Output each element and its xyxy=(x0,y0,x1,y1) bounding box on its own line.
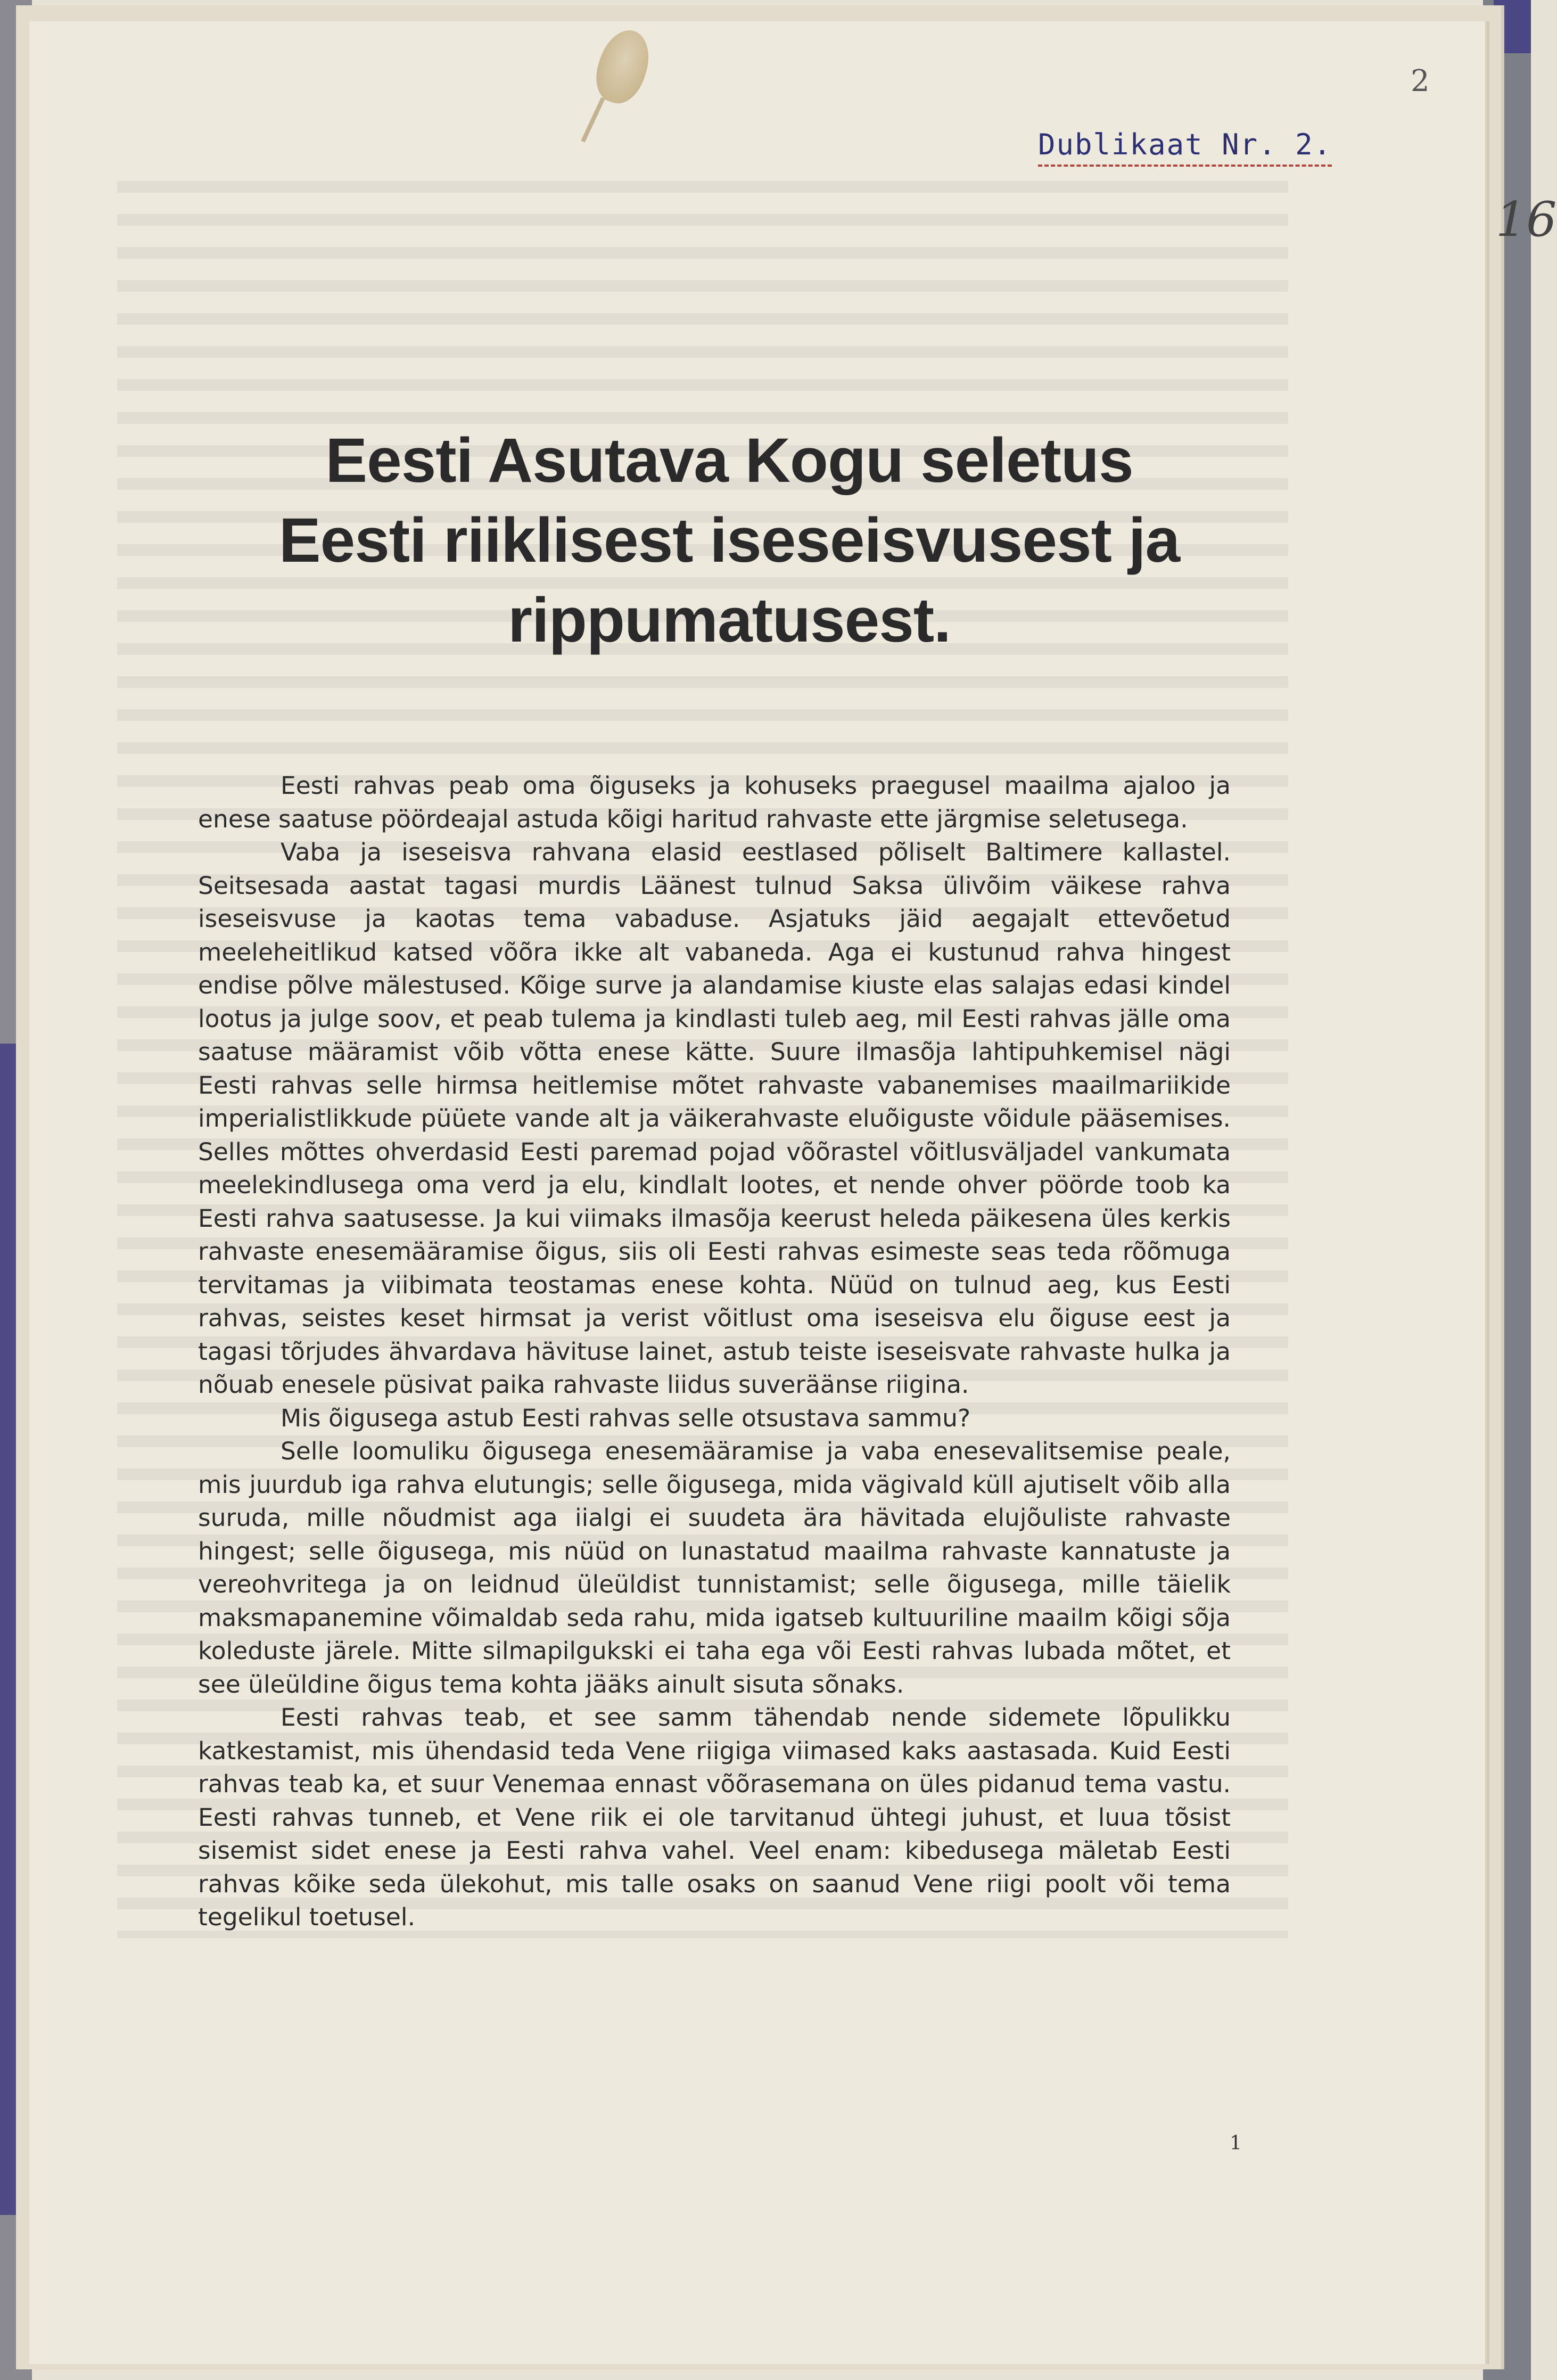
paragraph: Mis õigusega astub Eesti rahvas selle otsustava sammu? xyxy=(281,1404,971,1432)
footer-mark: 1 xyxy=(1230,2132,1242,2154)
title-line: Eesti riiklisest iseseisvusest ja xyxy=(278,505,1180,576)
document-body xyxy=(198,769,1231,1934)
paragraph: Eesti rahvas teab, et see samm tähendab nende sidemete lõpulikku katkestamist, mis ühendasid teda Vene riigiga viimased kaks aastasada. Kuid Eesti rahvas teab ka, et suur Venemaa ennast võõrasemana on üles pidanud tema vastu. Eesti rahvas tunneb, et Vene riik ei ole tarvitanud ühtegi juhust, et luua tõsist sisemist sidet enese ja Eesti rahva vahel. Veel enam: kibedusega mäletab Eesti rahvas kõike seda ülekohut, mis talle osaks on saanud Vene riigi poolt või tema tegelikul toetusel. xyxy=(198,1703,1231,1931)
paragraph: Vaba ja iseseisva rahvana elasid eestlased põliselt Baltimere kallastel. Seitsesada aastat tagasi murdis Läänest tulnud Saksa ülivõim väikese rahva iseseisvuse ja kaotas tema vabaduse. Asjatuks jäid aegajalt ettevõetud meeleheitlikud katsed võõra ikke alt vabaneda. Aga ei kustunud rahva hingest endise põlve mälestused. Kõige surve ja alandamise kiuste elas salajas edasi kindel lootus ja julge soov, et peab tulema ja kindlasti tuleb aeg, mil Eesti rahvas jälle oma saatuse määramist võib võtta enese kätte. Suure ilmasõja lahtipuhkemisel nägi Eesti rahvas selle hirmsa heitlemise mõtet rahvaste vabanemises maailmariikide imperialistlikkude püüete vande alt ja väikerahvaste eluõiguste võidule pääsemises. Selles mõttes ohverdasid Eesti paremad pojad võõrastel võitlusväljadel vankumata meelekindlusega oma verd ja elu, kindlalt lootes, et nende ohver pöörde toob ka Eesti rahva saatusesse. Ja kui viimaks ilmasõja keerust heleda päikesena üles kerkis rahvaste enesemääramise õigus, siis oli Eesti rahvas esimeste seas teda rõõmuga tervitamas ja viibimata teostamas enese kohta. Nüüd on tulnud aeg, kus Eesti rahvas, seistes keset hirmsat ja verist võitlust oma iseseisva elu õiguse eest ja tagasi tõrjudes ähvardava hävituse lainet, astub teiste iseseisvate rahvaste hulka ja nõuab enesele püsivat paika rahvaste liidus suveräänse riigina. xyxy=(198,838,1231,1399)
page-number: 2 xyxy=(1411,64,1430,99)
title-line: Eesti Asutava Kogu seletus xyxy=(325,425,1133,496)
margin-annotation: 16 xyxy=(1496,192,1557,248)
duplicate-stamp: Dublikaat Nr. 2. xyxy=(1038,128,1332,167)
paragraph: Eesti rahvas peab oma õiguseks ja kohuseks praegusel maailma ajaloo ja enese saatuse pöördeajal astuda kõigi haritud rahvaste ette järgmise seletusega. xyxy=(198,772,1231,833)
title-line: rippumatusest. xyxy=(508,585,951,655)
document-title xyxy=(224,421,1235,660)
paragraph: Selle loomuliku õigusega enesemääramise ja vaba enesevalitsemise peale, mis juurdub iga rahva elutungis; selle õigusega, mida vägivald küll ajutiselt võib alla suruda, mille nõudmist aga iialgi ei suudeta ära hävitada elujõuliste rahvaste hingest; selle õigusega, mis nüüd on lunastatud maailma rahvaste kannatuste ja vereohvritega ja on leidnud üleüldist tunnistamist; selle õigusega, mille täielik maksmapanemine võimaldab seda rahu, mida igatseb kultuuriline maailm kõigi sõja koleduste järele. Mitte silmapilgukski ei taha ega või Eesti rahvas lubada mõtet, et see üleüldine õigus tema kohta jääks ainult sisuta sõnaks. xyxy=(198,1437,1231,1698)
